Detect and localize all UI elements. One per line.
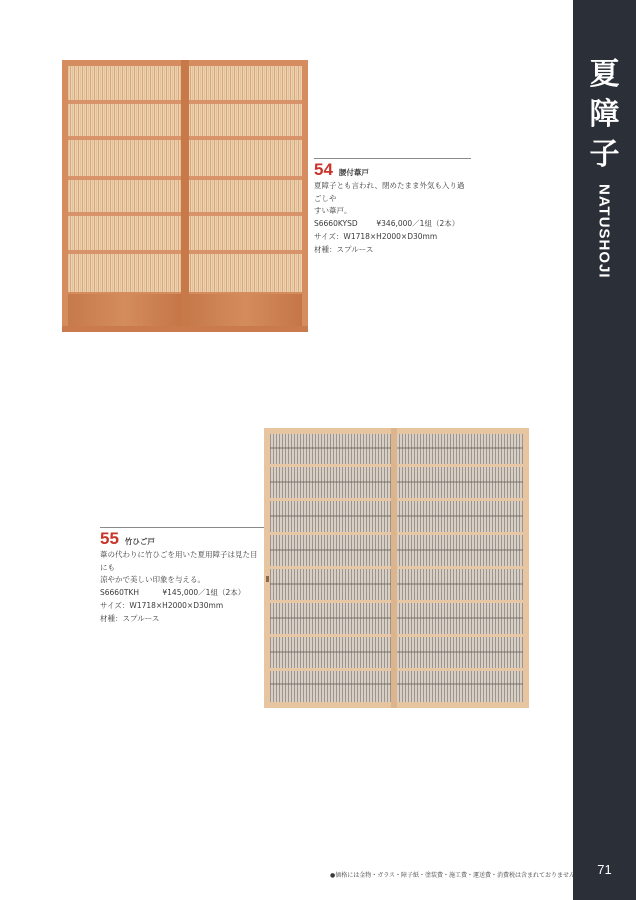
price-line xyxy=(314,218,471,231)
price-line xyxy=(100,587,264,600)
product-name: 腰付葦戸 xyxy=(338,168,369,177)
title-char-1: 夏 xyxy=(589,57,620,92)
price-footnote: ●価格には金物・ガラス・障子紙・塗装費・施工費・運送費・消費税は含まれておりません。 xyxy=(330,872,582,879)
reed-door-with-kickplate-photo xyxy=(62,60,308,332)
product-54-description xyxy=(314,158,471,257)
product-price: ¥145,000／1組（2本） xyxy=(162,588,246,598)
description-line: 葦の代わりに竹ひごを用いた夏用障子は見た目にも xyxy=(100,549,258,572)
description-line: 涼やかで美しい印象を与える。 xyxy=(100,575,205,585)
title-romaji-wrap xyxy=(573,184,636,294)
product-material: 材種：スプルース xyxy=(100,613,160,623)
title-char-2: 障 xyxy=(589,97,620,132)
bamboo-strip-door-photo xyxy=(264,428,529,708)
product-material: 材種：スプルース xyxy=(314,244,374,254)
product-code: S6660TKH xyxy=(100,588,139,598)
description-line: すい葦戸。 xyxy=(314,206,352,216)
divider xyxy=(314,158,471,159)
product-code: S6660KYSD xyxy=(314,219,358,229)
product-number: 54 xyxy=(314,160,333,179)
description-line: 夏障子とも言われ、閉めたまま外気も入り過ごしや xyxy=(314,180,465,203)
product-size: サイズ：W1718×H2000×D30mm xyxy=(100,600,224,610)
divider xyxy=(100,527,264,528)
title-romaji: NATUSHOJI xyxy=(595,184,613,279)
product-name: 竹ひご戸 xyxy=(124,537,155,546)
product-55-description xyxy=(100,527,264,626)
product-price: ¥346,000／1組（2本） xyxy=(376,219,460,229)
product-number: 55 xyxy=(100,529,119,548)
sidebar xyxy=(573,0,636,900)
title-char-3: 子 xyxy=(589,137,620,172)
product-size: サイズ：W1718×H2000×D30mm xyxy=(314,231,438,241)
page-number: 71 xyxy=(597,862,612,877)
